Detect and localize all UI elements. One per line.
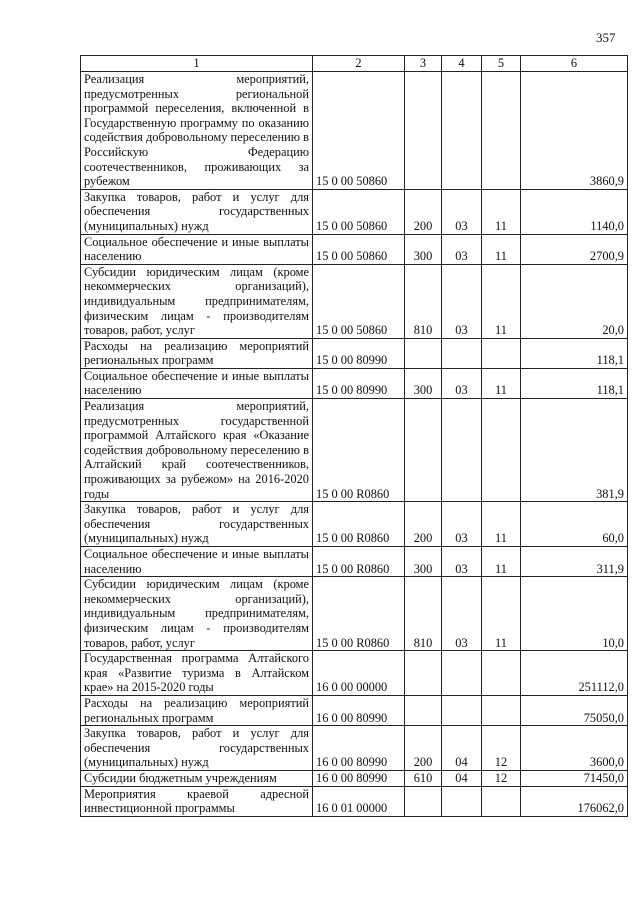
row-expense-type: 200 [405, 502, 442, 547]
row-description: Расходы на реализацию мероприятий региональных программ [81, 338, 313, 368]
row-description: Реализация мероприятий, предусмотренных региональной программой переселения, включенной в Государственную программу по оказанию содействия добровольному переселению в Российскую Федерацию соотечественников, проживающих за рубежом [81, 72, 313, 190]
table-row [81, 338, 628, 368]
row-section [442, 786, 482, 816]
row-expense-type [405, 338, 442, 368]
row-expense-type [405, 72, 442, 190]
row-code: 16 0 00 80990 [313, 726, 405, 771]
row-code: 15 0 00 R0860 [313, 502, 405, 547]
row-section: 03 [442, 577, 482, 651]
row-section [442, 695, 482, 725]
row-section: 03 [442, 547, 482, 577]
row-expense-type: 810 [405, 264, 442, 338]
table-row [81, 264, 628, 338]
table-row [81, 189, 628, 234]
row-description: Расходы на реализацию мероприятий региональных программ [81, 695, 313, 725]
table-row [81, 502, 628, 547]
row-amount: 251112,0 [521, 651, 628, 696]
row-subsection [482, 651, 521, 696]
row-code: 15 0 00 50860 [313, 72, 405, 190]
row-expense-type: 300 [405, 234, 442, 264]
row-section: 03 [442, 502, 482, 547]
header-cell: 5 [482, 56, 521, 72]
row-description: Закупка товаров, работ и услуг для обеспечения государственных (муниципальных) нужд [81, 502, 313, 547]
row-code: 15 0 00 R0860 [313, 577, 405, 651]
row-amount: 71450,0 [521, 770, 628, 786]
row-section: 04 [442, 726, 482, 771]
row-code: 16 0 00 80990 [313, 695, 405, 725]
row-expense-type: 200 [405, 726, 442, 771]
row-description: Мероприятия краевой адресной инвестиционной программы [81, 786, 313, 816]
row-amount: 1140,0 [521, 189, 628, 234]
row-section: 03 [442, 234, 482, 264]
table-row [81, 726, 628, 771]
row-subsection: 11 [482, 547, 521, 577]
table-header-row [81, 56, 628, 72]
row-subsection: 11 [482, 368, 521, 398]
row-amount: 60,0 [521, 502, 628, 547]
table-row [81, 399, 628, 502]
row-section [442, 338, 482, 368]
row-code: 15 0 00 50860 [313, 189, 405, 234]
row-subsection [482, 72, 521, 190]
row-subsection: 11 [482, 234, 521, 264]
row-code: 15 0 00 50860 [313, 264, 405, 338]
row-subsection [482, 786, 521, 816]
row-code: 15 0 00 50860 [313, 234, 405, 264]
row-amount: 75050,0 [521, 695, 628, 725]
header-cell: 2 [313, 56, 405, 72]
row-subsection: 11 [482, 502, 521, 547]
row-description: Закупка товаров, работ и услуг для обеспечения государственных (муниципальных) нужд [81, 726, 313, 771]
row-amount: 176062,0 [521, 786, 628, 816]
row-subsection: 12 [482, 770, 521, 786]
row-section [442, 72, 482, 190]
row-description: Субсидии бюджетным учреждениям [81, 770, 313, 786]
row-subsection: 11 [482, 264, 521, 338]
table-row [81, 234, 628, 264]
row-expense-type [405, 786, 442, 816]
row-expense-type [405, 695, 442, 725]
row-description: Социальное обеспечение и иные выплаты населению [81, 368, 313, 398]
row-code: 15 0 00 80990 [313, 338, 405, 368]
table-row [81, 577, 628, 651]
row-subsection [482, 338, 521, 368]
row-expense-type [405, 651, 442, 696]
budget-table [80, 55, 628, 817]
table-row [81, 786, 628, 816]
row-section: 03 [442, 264, 482, 338]
row-section: 04 [442, 770, 482, 786]
row-amount: 118,1 [521, 338, 628, 368]
header-cell: 3 [405, 56, 442, 72]
header-cell: 4 [442, 56, 482, 72]
row-expense-type: 200 [405, 189, 442, 234]
row-subsection: 12 [482, 726, 521, 771]
row-expense-type: 610 [405, 770, 442, 786]
row-section [442, 399, 482, 502]
header-cell: 6 [521, 56, 628, 72]
row-description: Реализация мероприятий, предусмотренных государственной программой Алтайского края «Оказание содействия добровольному переселению в Алтайский край соотечественников, проживающих за рубежом» на 2016-2020 годы [81, 399, 313, 502]
row-expense-type [405, 399, 442, 502]
row-description: Государственная программа Алтайского края «Развитие туризма в Алтайском крае» на 2015-2020 годы [81, 651, 313, 696]
row-code: 15 0 00 80990 [313, 368, 405, 398]
row-subsection: 11 [482, 577, 521, 651]
row-code: 16 0 01 00000 [313, 786, 405, 816]
row-description: Социальное обеспечение и иные выплаты населению [81, 547, 313, 577]
header-cell: 1 [81, 56, 313, 72]
row-expense-type: 810 [405, 577, 442, 651]
table-row [81, 72, 628, 190]
row-section: 03 [442, 368, 482, 398]
row-subsection: 11 [482, 189, 521, 234]
row-code: 15 0 00 R0860 [313, 399, 405, 502]
row-amount: 10,0 [521, 577, 628, 651]
row-code: 15 0 00 R0860 [313, 547, 405, 577]
row-description: Закупка товаров, работ и услуг для обеспечения государственных (муниципальных) нужд [81, 189, 313, 234]
table-row [81, 651, 628, 696]
row-description: Субсидии юридическим лицам (кроме некоммерческих организаций), индивидуальным предпринимателям, физическим лицам - производителям товаров, работ, услуг [81, 577, 313, 651]
row-expense-type: 300 [405, 368, 442, 398]
table-row [81, 770, 628, 786]
row-description: Социальное обеспечение и иные выплаты населению [81, 234, 313, 264]
row-subsection [482, 399, 521, 502]
row-description: Субсидии юридическим лицам (кроме некоммерческих организаций), индивидуальным предпринимателям, физическим лицам - производителям товаров, работ, услуг [81, 264, 313, 338]
row-code: 16 0 00 80990 [313, 770, 405, 786]
row-subsection [482, 695, 521, 725]
row-amount: 20,0 [521, 264, 628, 338]
row-code: 16 0 00 00000 [313, 651, 405, 696]
table-row [81, 695, 628, 725]
row-expense-type: 300 [405, 547, 442, 577]
row-amount: 3860,9 [521, 72, 628, 190]
page-number: 357 [596, 30, 616, 45]
row-amount: 118,1 [521, 368, 628, 398]
row-amount: 2700,9 [521, 234, 628, 264]
row-section: 03 [442, 189, 482, 234]
table-row [81, 368, 628, 398]
row-amount: 311,9 [521, 547, 628, 577]
row-amount: 3600,0 [521, 726, 628, 771]
row-section [442, 651, 482, 696]
table-row [81, 547, 628, 577]
row-amount: 381,9 [521, 399, 628, 502]
